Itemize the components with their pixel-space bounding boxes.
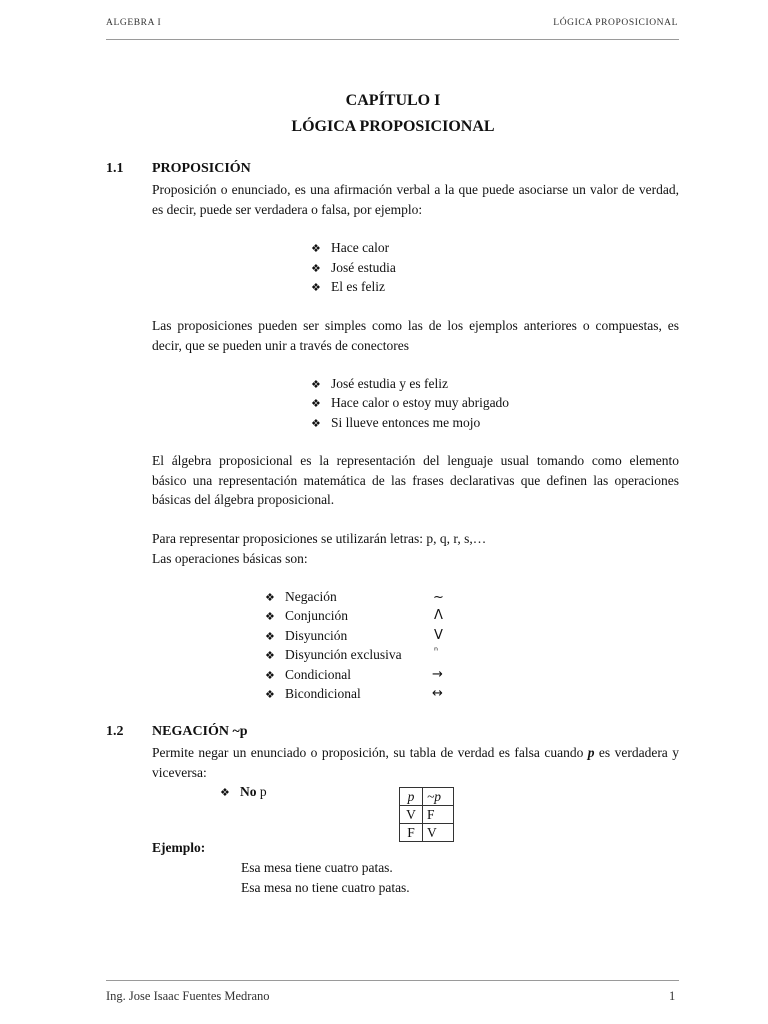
- diamond-bullet-icon: ❖: [311, 263, 321, 275]
- text-line: Proposición o enunciado, es una afirmación verbal a la que puede asociarse un valor de verdad,: [152, 182, 679, 197]
- paragraph-intro: [152, 180, 679, 219]
- operation-item: [265, 645, 402, 667]
- diamond-bullet-icon: ❖: [311, 282, 321, 294]
- list-item: [311, 238, 389, 260]
- diamond-bullet-icon: ❖: [265, 631, 275, 643]
- example-label: Ejemplo:: [152, 840, 206, 855]
- page-number: 1: [669, 989, 676, 1003]
- table-cell: F: [400, 824, 423, 842]
- paragraph-negation: [152, 743, 679, 782]
- diamond-bullet-icon: ❖: [311, 243, 321, 255]
- list-item-no-p: [220, 782, 267, 804]
- table-row: [400, 806, 454, 824]
- list-item-text: José estudia: [331, 260, 396, 275]
- list-item: [311, 393, 509, 415]
- text-line: básicas del álgebra proposicional.: [152, 492, 335, 507]
- table-header-cell: p: [400, 788, 423, 806]
- diamond-bullet-icon: ❖: [220, 787, 230, 799]
- operation-name: Bicondicional: [285, 686, 361, 701]
- example-block: [241, 858, 410, 897]
- paragraph-compound: [152, 316, 679, 355]
- section-number-1-1: 1.1: [106, 161, 124, 176]
- footer-author: Ing. Jose Isaac Fuentes Medrano: [106, 989, 270, 1003]
- text-line: es decir, puede ser verdadera o falsa, por ejemplo:: [152, 201, 423, 217]
- paragraph-operations-intro: [152, 529, 679, 568]
- list-item-text: El es feliz: [331, 279, 385, 294]
- table-header-cell: ~p: [423, 788, 454, 806]
- text-line: Las proposiciones pueden ser simples como las de los ejemplos anteriores o compuestas, es: [152, 318, 679, 333]
- list-item: [311, 277, 385, 299]
- text-line: El álgebra proposicional es la representación del lenguaje usual tomando como elemento: [152, 453, 679, 468]
- exclusive-disjunction-symbol: ⁿ: [434, 646, 438, 657]
- example-line: Esa mesa no tiene cuatro patas.: [241, 879, 410, 895]
- text-fragment: Permite negar un enunciado o proposición, su tabla de verdad es falsa cuando: [152, 745, 588, 760]
- operation-item: [265, 684, 361, 706]
- list-item-text: Hace calor o estoy muy abrigado: [331, 395, 510, 410]
- example-line: Esa mesa tiene cuatro patas.: [241, 860, 393, 875]
- disjunction-symbol: V: [434, 628, 443, 643]
- section-heading-proposicion: PROPOSICIÓN: [152, 161, 251, 176]
- operation-item: [265, 606, 348, 628]
- p-label: p: [256, 784, 267, 799]
- operation-name: Conjunción: [285, 608, 348, 623]
- section-number-1-2: 1.2: [106, 724, 124, 739]
- table-cell: V: [400, 806, 423, 824]
- list-item: [311, 413, 480, 435]
- paragraph-algebra: [152, 451, 679, 510]
- no-label: No: [240, 784, 257, 799]
- text-line: decir, que se pueden unir a través de conectores: [152, 337, 409, 353]
- table-cell: V: [423, 824, 454, 842]
- footer-rule: [106, 980, 679, 981]
- operation-name: Negación: [285, 589, 337, 604]
- header-right: LÓGICA PROPOSICIONAL: [553, 18, 678, 28]
- conditional-symbol: →: [432, 667, 443, 682]
- diamond-bullet-icon: ❖: [265, 689, 275, 701]
- diamond-bullet-icon: ❖: [265, 611, 275, 623]
- operation-name: Disyunción exclusiva: [285, 647, 402, 662]
- negation-symbol: ~: [433, 590, 444, 605]
- variable-p: p: [587, 745, 595, 760]
- diamond-bullet-icon: ❖: [265, 650, 275, 662]
- diamond-bullet-icon: ❖: [311, 398, 321, 410]
- section-heading-negacion: NEGACIÓN ~p: [152, 724, 248, 739]
- biconditional-symbol: ↔: [432, 686, 443, 701]
- operation-name: Condicional: [285, 667, 351, 682]
- list-item-text: Si llueve entonces me mojo: [331, 415, 481, 430]
- header-left: ALGEBRA I: [106, 18, 162, 28]
- diamond-bullet-icon: ❖: [265, 592, 275, 604]
- list-item-text: José estudia y es feliz: [331, 376, 448, 391]
- conjunction-symbol: Λ: [434, 608, 443, 623]
- diamond-bullet-icon: ❖: [311, 418, 321, 430]
- chapter-title: CAPÍTULO I: [345, 92, 441, 109]
- table-row: [400, 824, 454, 842]
- operation-name: Disyunción: [285, 628, 348, 643]
- diamond-bullet-icon: ❖: [265, 670, 275, 682]
- text-line: [152, 743, 679, 763]
- text-fragment: es verdadera y: [594, 745, 679, 760]
- table-header-row: [400, 788, 454, 806]
- header-rule: [106, 39, 679, 40]
- truth-table-negation: [399, 787, 454, 842]
- chapter-subtitle: LÓGICA PROPOSICIONAL: [291, 118, 495, 135]
- text-line: básico una representación matemática de las frases declarativas que definen las operaciones: [152, 472, 679, 488]
- table-cell: F: [423, 806, 454, 824]
- list-item-text: Hace calor: [331, 240, 390, 255]
- text-line: Las operaciones básicas son:: [152, 550, 308, 566]
- text-line: Para representar proposiciones se utilizarán letras: p, q, r, s,…: [152, 531, 487, 546]
- text-line: viceversa:: [152, 764, 207, 780]
- diamond-bullet-icon: ❖: [311, 379, 321, 391]
